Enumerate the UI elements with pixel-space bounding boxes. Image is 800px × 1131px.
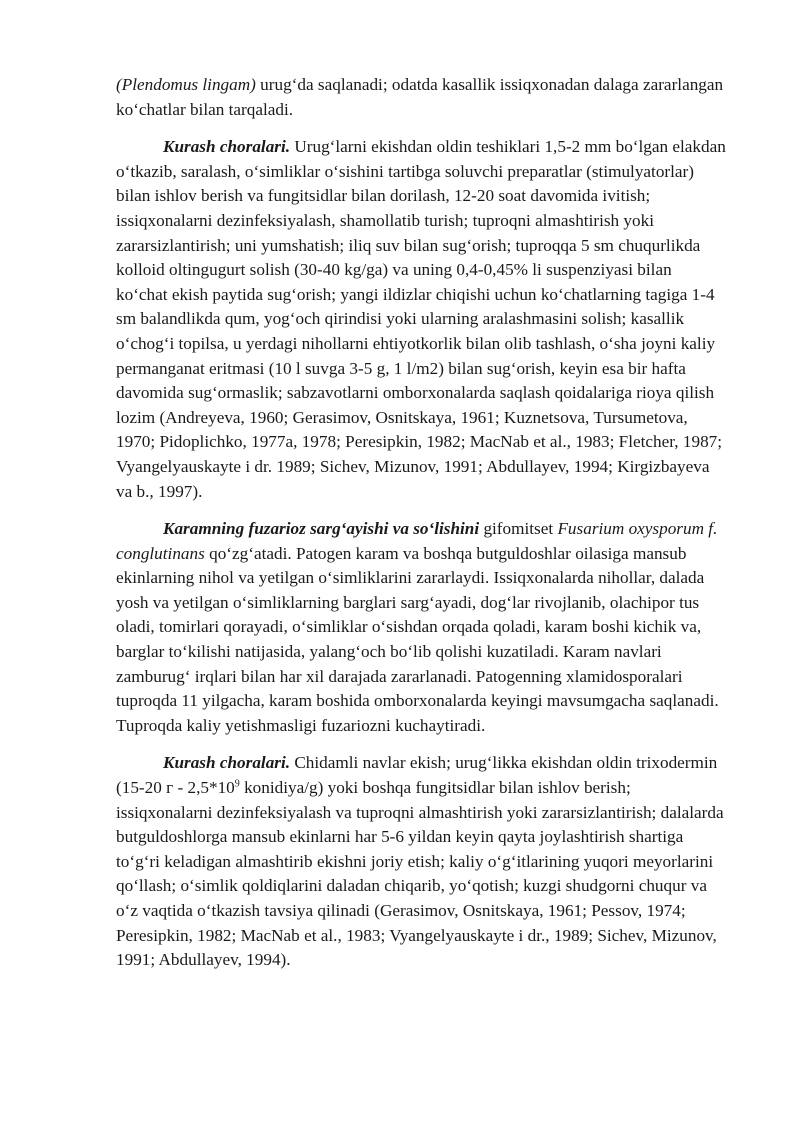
paragraph-text: Urug‘larni ekishdan oldin teshiklari 1,5-2 mm bo‘lgan elakdan o‘tkazib, saralash, o‘simliklar o‘sishini tartibga soluvchi preparatlar (stimulyatorlar) bilan ishlov berish va fungitsidlar bilan dorilash, 12-20 soat davomida ivitish; issiqxonalarni dezinfeksiyalash, shamollatib turish; tuproqni almashtirish yoki zararsizlantirish; uni yumshatish; iliq suv bilan sug‘orish; tuproqqa 5 sm chuqurlikda kolloid oltingugurt solish (30-40 kg/ga) va uning 0,4-0,45% li suspenziyasi bilan ko‘chat ekish paytida sug‘orish; yangi ildizlar chiqishi uchun ko‘chatlarning tagiga 1-4 sm balandlikda qum, yog‘och qirindisi yoki ularning aralashmasini solish; kasallik o‘chog‘i topilsa, u yerdagi nihollarni ehtiyotkorlik bilan olib tashlash, o‘sha joyni kaliy permanganat eritmasi (10 l suvga 3-5 g, 1 l/m2) bilan sug‘orish, keyin esa bir hafta davomida sug‘ormaslik; sabzavotlarni omborxonalarda saqlash qoidalariga rioya qilish lozim (Andreyeva, 1960; Gerasimov, Osnitskaya, 1961; Kuznetsova, Tursumetova, 1970; Pidoplichko, 1977a, 1978; Peresipkin, 1982; MacNab et al., 1983; Fletcher, 1987; Vyangelyauskayte i dr. 1989; Sichev, Mizunov, 1991; Abdullayev, 1994; Kirgizbayeva va b., 1997). [116, 137, 726, 501]
paragraph-text: gifomitset [479, 519, 558, 539]
paragraph-text: Chidamli navlar ekish; urug‘likka ekishdan oldin trixodermin (15-20 г - 2,5*10 [116, 753, 718, 798]
paragraph-fusarium [116, 517, 726, 738]
paragraph-text: urug‘da saqlanadi; odatda kasallik issiqxonadan dalaga zararlangan ko‘chatlar bilan tarqaladi. [116, 75, 724, 119]
pathogen-name: (Plendomus lingam) [116, 75, 256, 94]
superscript-exponent: 9 [234, 778, 240, 790]
pathogen-name: Fusarium oxysporum f. conglutinans [116, 519, 718, 563]
paragraph-control-measures-2 [116, 751, 726, 972]
section-heading: Kurash choralari. [163, 137, 291, 157]
section-heading: Karamning fuzarioz sarg‘ayishi va so‘lishini [163, 519, 480, 539]
paragraph-text: qo‘zg‘atadi. Patogen karam va boshqa butguldoshlar oilasiga mansub ekinlarning nihol va yetilgan o‘simliklarini zararlaydi. Issiqxonalarda nihollar, dalada yosh va yetilgan o‘simliklarning barglari sarg‘ayadi, dog‘lar rivojlanib, olachipor tus oladi, tomirlari qorayadi, o‘simliklar o‘sishdan orqada qoladi, karam boshi kichik va, barglar to‘kilishi natijasida, yalang‘och bo‘lib qolishi kuzatiladi. Karam navlari zamburug‘ irqlari bilan har xil darajada zararlanadi. Patogenning xlamidosporalari tuproqda 11 yilgacha, karam boshida omborxonalarda keyingi mavsumgacha saqlanadi. Tuproqda kaliy yetishmasligi fuzariozni kuchaytiradi. [116, 543, 719, 735]
section-heading: Kurash choralari. [163, 753, 291, 773]
document-page [116, 73, 726, 986]
paragraph-intro [116, 73, 726, 122]
paragraph-control-measures-1 [116, 135, 726, 504]
paragraph-text: konidiya/g) yoki boshqa fungitsidlar bilan ishlov berish; issiqxonalarni dezinfeksiyalash va tuproqni almashtirish yoki zararsizlantirish; dalalarda butguldoshlorga mansub ekinlarni har 5-6 yildan keyin qayta joylashtirish shartiga to‘g‘ri keladigan almashtirib ekishni joriy etish; kaliy o‘g‘itlarining yuqori meyorlarini qo‘llash; o‘simlik qoldiqlarini daladan chiqarib, yo‘qotish; kuzgi shudgorni chuqur va o‘z vaqtida o‘tkazish tavsiya qilinadi (Gerasimov, Osnitskaya, 1961; Pessov, 1974; Peresipkin, 1982; MacNab et al., 1983; Vyangelyauskayte i dr., 1989; Sichev, Mizunov, 1991; Abdullayev, 1994). [116, 778, 724, 970]
